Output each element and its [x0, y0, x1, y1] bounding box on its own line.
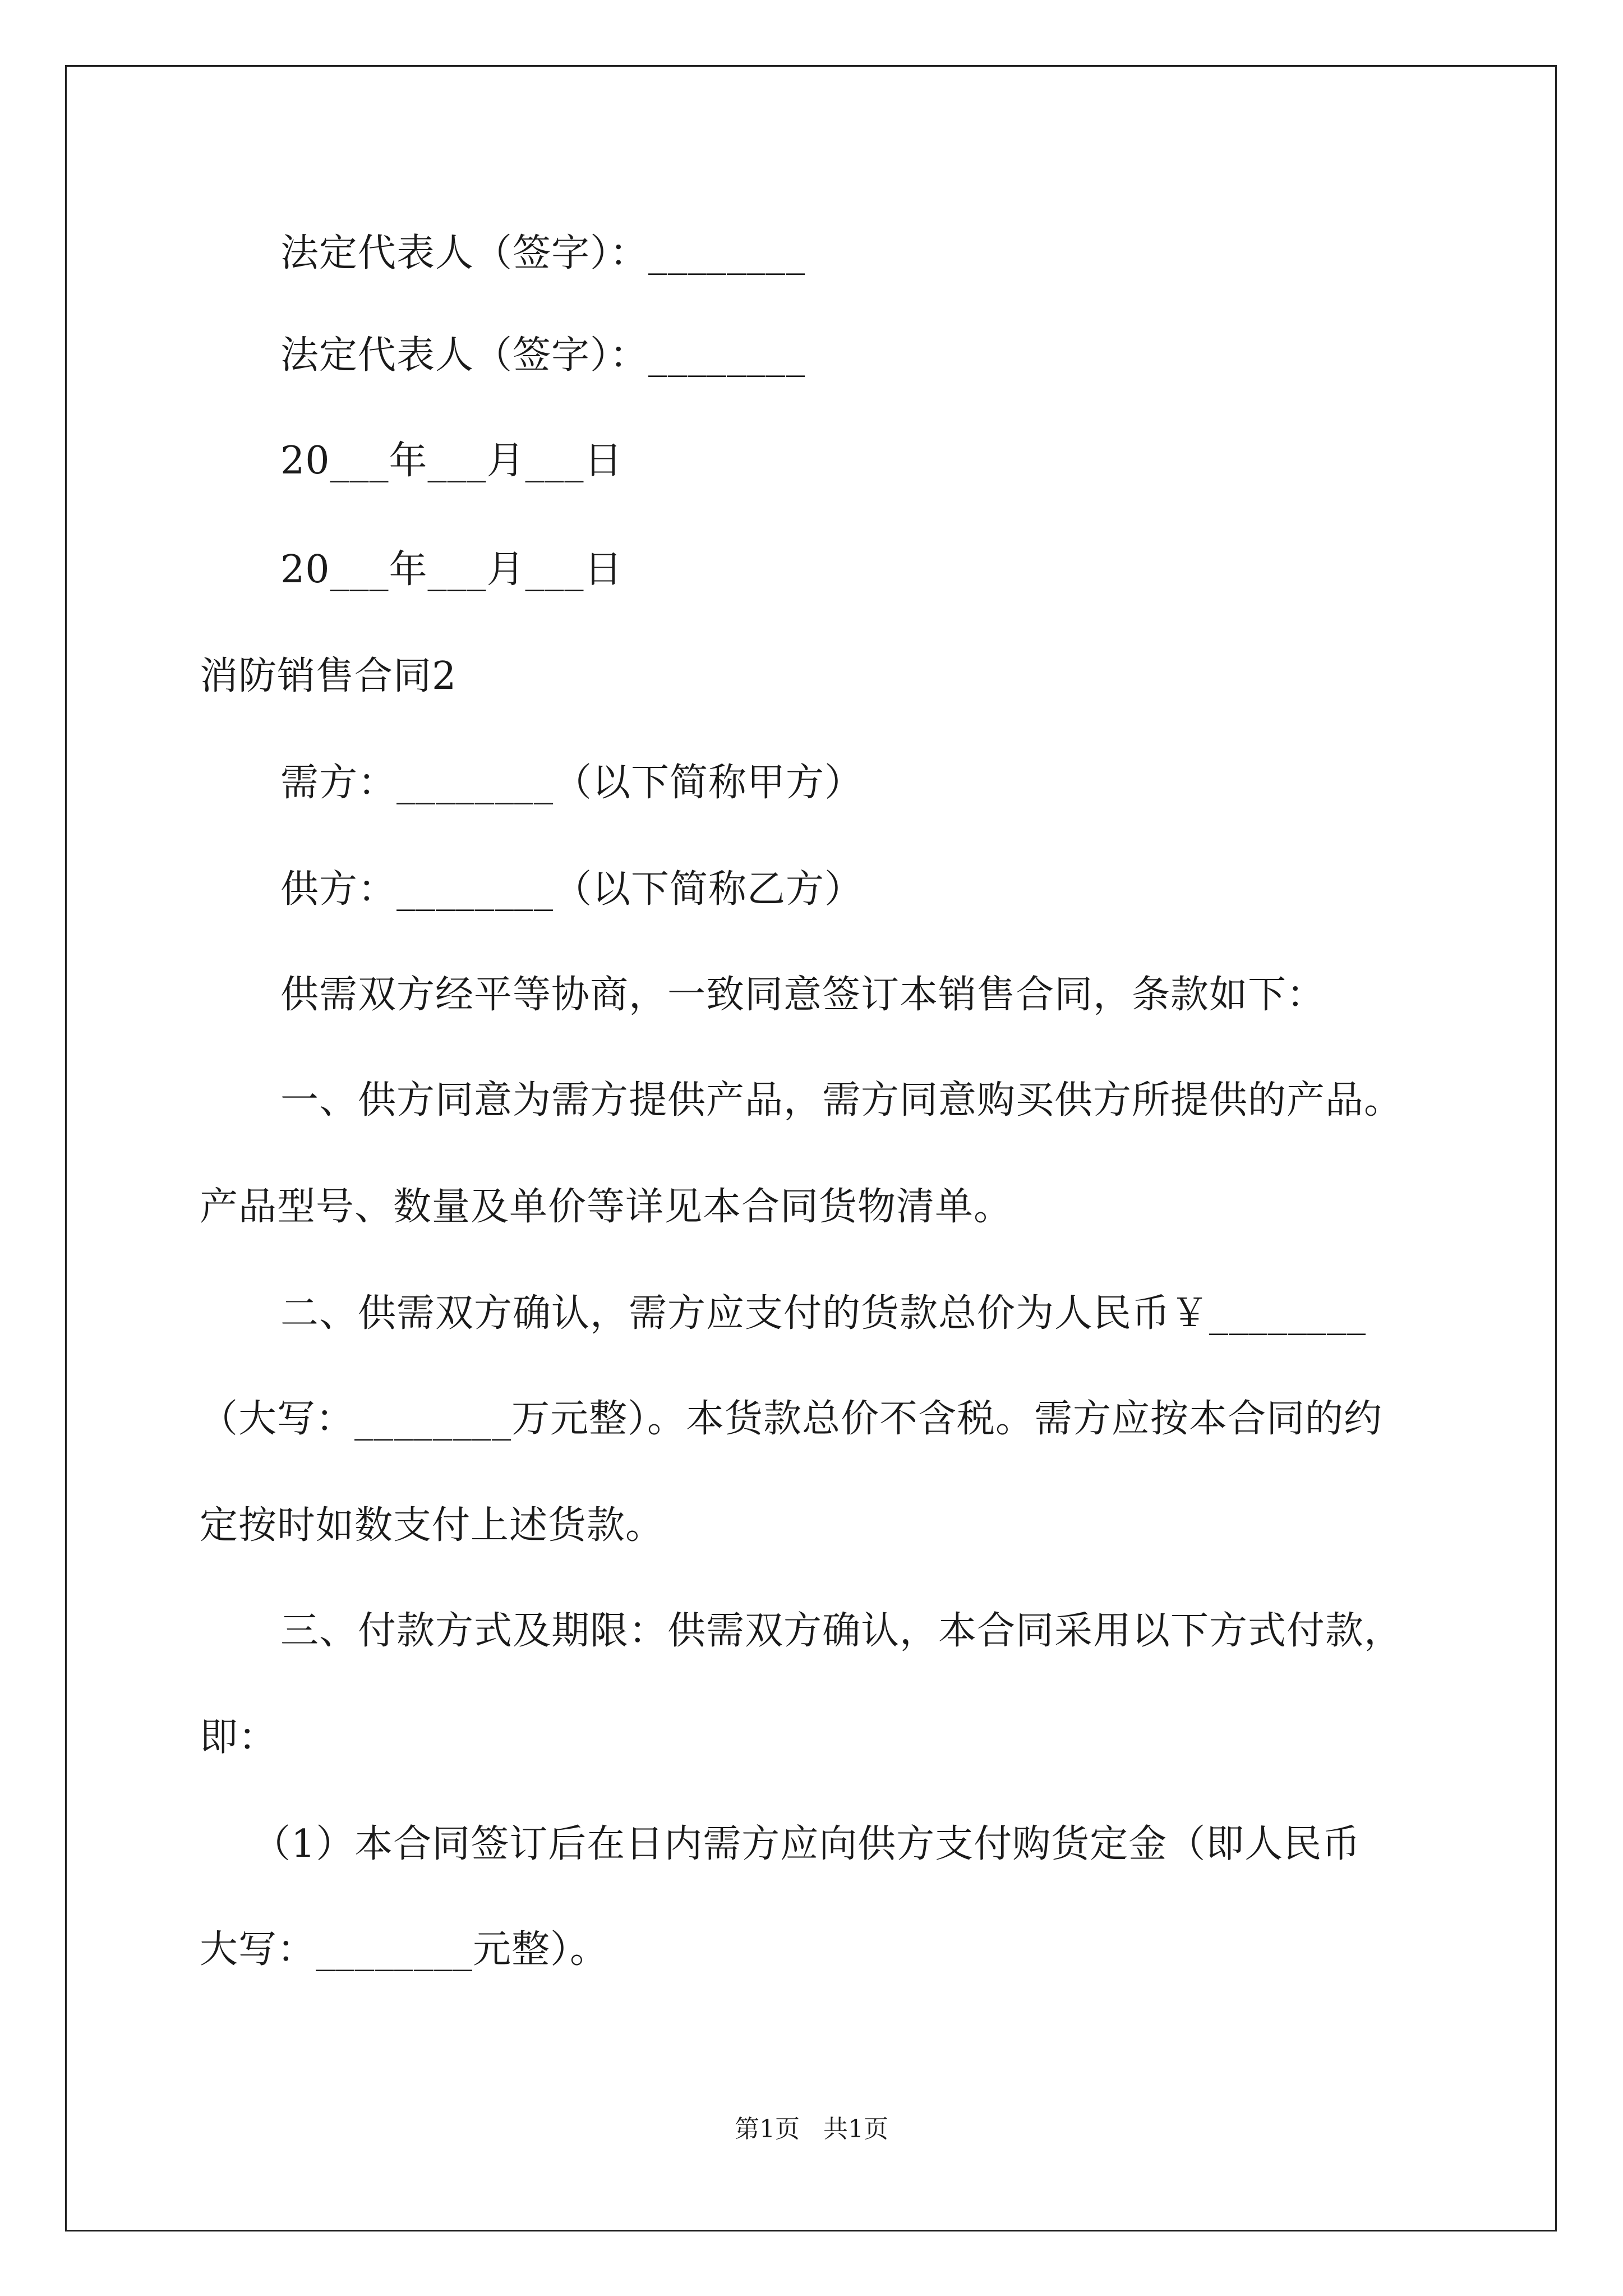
clause-3-line-1: 三、付款方式及期限：供需双方确认，本合同采用以下方式付款，	[280, 1609, 1403, 1653]
clause-2-line-3: 定按时如数支付上述货款。	[200, 1503, 665, 1548]
buyer-line: 需方：________（以下简称甲方）	[280, 761, 864, 805]
date-line-1: 20___年___月___日	[280, 439, 623, 483]
date-line-2: 20___年___月___日	[280, 547, 623, 592]
clause-3-item-1-line-1: （1）本合同签订后在日内需方应向供方支付购货定金（即人民币	[252, 1822, 1361, 1866]
page-footer: 第1页 共1页	[735, 2115, 888, 2143]
clause-2-line-1: 二、供需双方确认，需方应支付的货款总价为人民币￥________	[280, 1291, 1367, 1336]
contract-title: 消防销售合同2	[200, 654, 457, 698]
legal-rep-signature-line-2: 法定代表人（签字）：________	[280, 333, 806, 378]
clause-1-line-2: 产品型号、数量及单价等详见本合同货物清单。	[200, 1185, 1013, 1229]
preamble-paragraph: 供需双方经平等协商，一致同意签订本销售合同，条款如下：	[280, 973, 1326, 1017]
supplier-line: 供方：________（以下简称乙方）	[280, 867, 864, 912]
clause-2-line-2: （大写：________万元整）。本货款总价不含税。需方应按本合同的约	[200, 1397, 1383, 1441]
clause-3-item-1-line-2: 大写：________元整）。	[200, 1927, 609, 1972]
clause-1-line-1: 一、供方同意为需方提供产品，需方同意购买供方所提供的产品。	[280, 1078, 1403, 1122]
page-border	[65, 65, 1557, 2231]
legal-rep-signature-line-1: 法定代表人（签字）：________	[280, 231, 806, 275]
clause-3-line-2: 即：	[200, 1715, 278, 1760]
